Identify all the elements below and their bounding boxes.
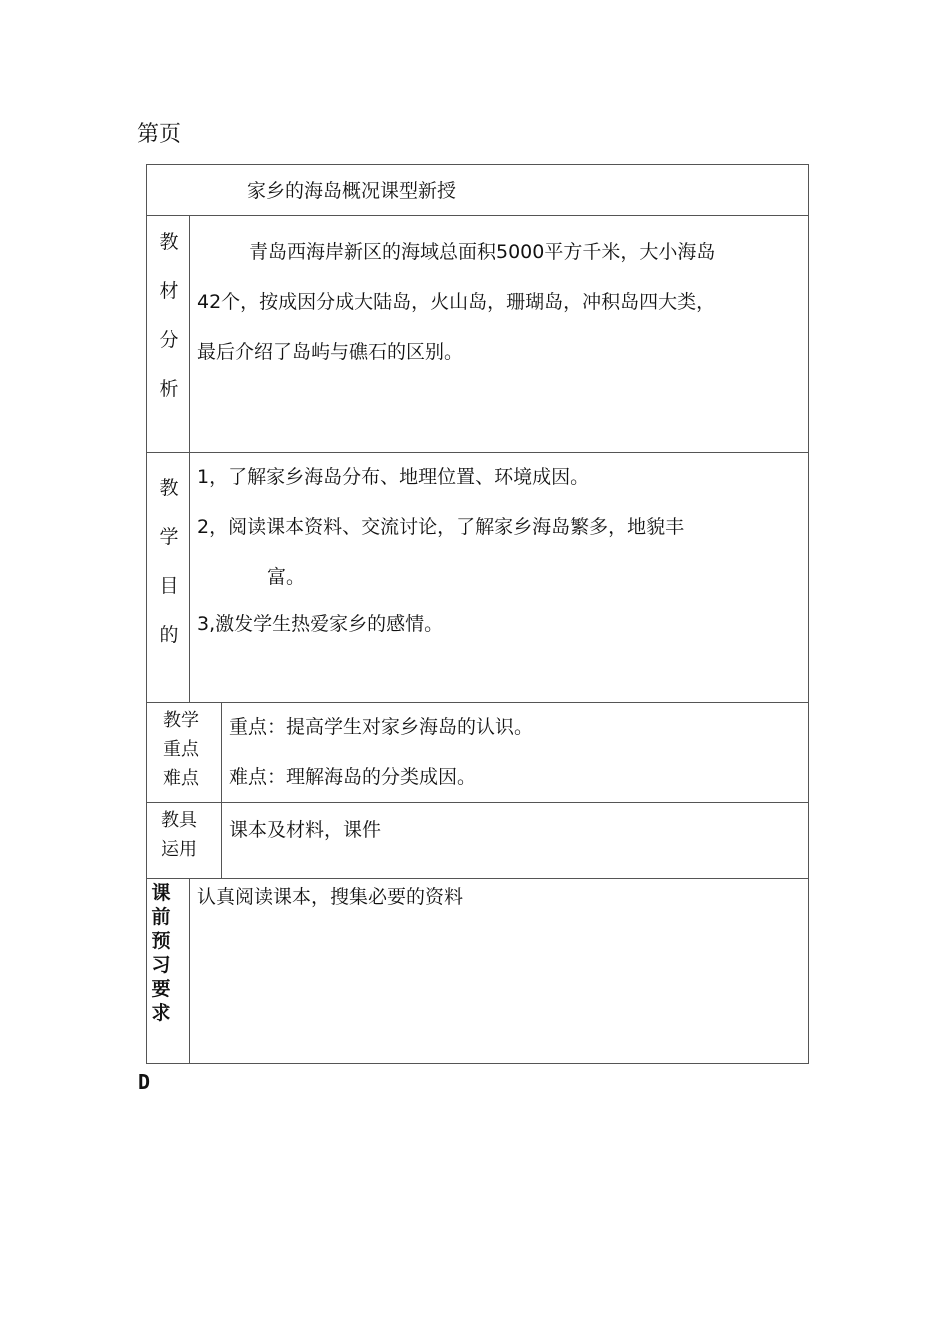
goal-item: 2，阅读课本资料、交流讨论，了解家乡海岛繁多，地貌丰 [197,516,685,538]
footer-mark: D [138,1070,151,1094]
lesson-plan-table [146,164,809,1064]
label-char: 的 [159,624,179,646]
label-char: 材 [159,280,179,302]
row-divider [147,702,808,703]
material-analysis-line: 最后介绍了岛屿与礁石的区别。 [197,341,464,363]
label-char: 教 [159,477,179,499]
row-divider [147,452,808,453]
label-line: 难点 [163,768,199,789]
label-char: 预 [151,930,171,952]
label-char: 课 [151,882,171,904]
teaching-aids-content: 课本及材料，课件 [229,819,382,841]
label-line: 教学 [163,710,199,731]
label-char: 习 [151,954,171,976]
material-analysis-line: 青岛西海岸新区的海域总面积5000平方千米，大小海岛 [249,241,716,263]
column-divider [189,878,190,1063]
material-analysis-line: 42个，按成因分成大陆岛，火山岛，珊瑚岛，冲积岛四大类， [197,291,716,313]
label-char: 求 [151,1002,171,1024]
page-header: 第页 [137,122,182,147]
row-divider [147,802,808,803]
key-point: 重点：提高学生对家乡海岛的认识。 [229,716,534,738]
preview-content: 认真阅读课本，搜集必要的资料 [197,886,464,908]
goal-item: 1，了解家乡海岛分布、地理位置、环境成因。 [197,466,590,488]
label-char: 析 [159,378,179,400]
label-char: 前 [151,906,171,928]
lesson-title: 家乡的海岛概况课型新授 [247,180,457,202]
label-char: 学 [159,526,179,548]
row-divider [147,878,808,879]
label-char: 分 [159,329,179,351]
goal-item: 3,激发学生热爱家乡的感情。 [197,613,444,635]
row-divider [147,215,808,216]
goal-item: 富。 [267,566,306,588]
label-char: 教 [159,231,179,253]
difficult-point: 难点：理解海岛的分类成因。 [229,766,477,788]
label-line: 教具 [161,810,197,831]
label-char: 要 [151,978,171,1000]
label-line: 运用 [161,839,197,860]
column-divider [189,215,190,702]
column-divider [221,702,222,878]
label-char: 目 [159,575,179,597]
label-line: 重点 [163,739,199,760]
